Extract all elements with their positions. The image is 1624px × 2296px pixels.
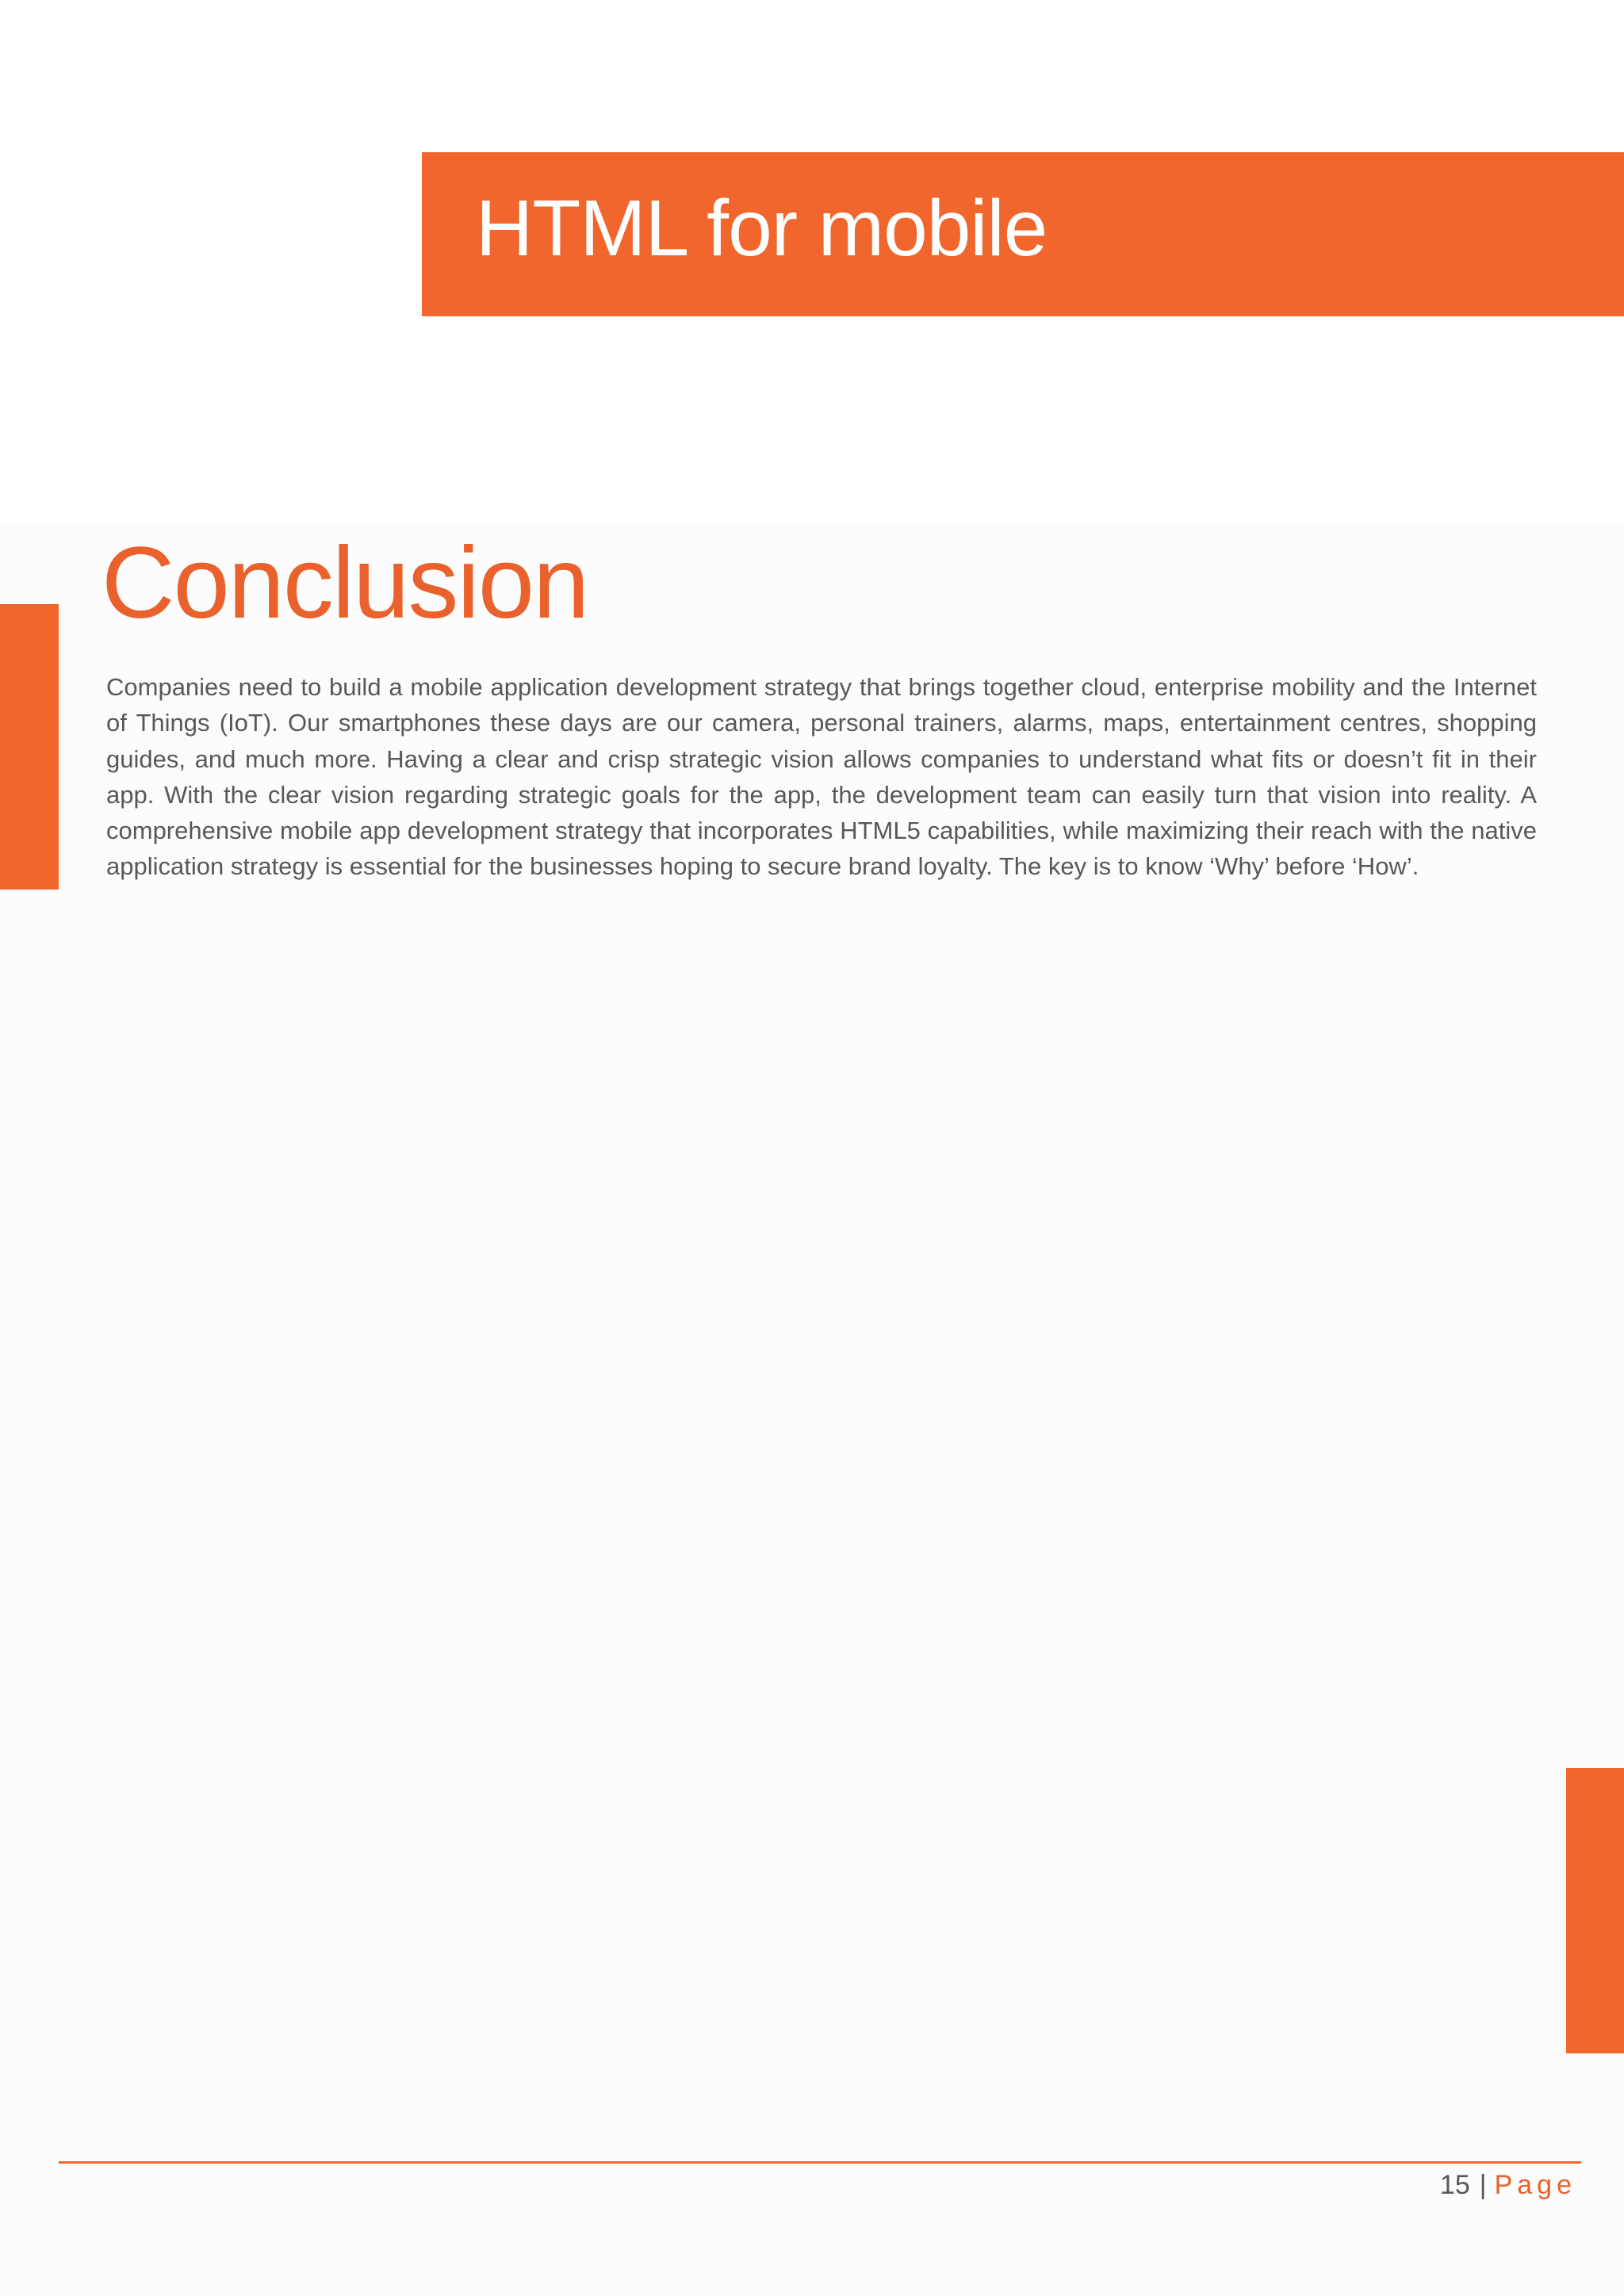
page-number: 15 — [1439, 2170, 1470, 2200]
section-heading: Conclusion — [102, 526, 588, 640]
header-banner — [422, 152, 1624, 316]
document-title: HTML for mobile — [476, 184, 1048, 273]
section-body-paragraph: Companies need to build a mobile application development strategy that brings together cloud, enterprise mobility and the Internet of Things (IoT). Our smartphones these days are our camera, personal trainers, alarms, maps, entertainment centres, shopping guides, and much more. Having a clear and crisp strategic vision allows companies to understand what fits or doesn’t fit in their app. With the clear vision regarding strategic goals for the app, the development team can easily turn that vision into reality. A comprehensive mobile app development strategy that incorporates HTML5 capabilities, while maximizing their reach with the native application strategy is essential for the businesses hoping to secure brand loyalty. The key is to know ‘Why’ before ‘How’. — [106, 673, 1537, 881]
right-accent-bar — [1566, 1768, 1624, 2053]
page-separator: | — [1479, 2170, 1487, 2200]
page-number-footer — [1440, 2169, 1576, 2201]
page-label: Page — [1494, 2170, 1576, 2200]
footer-divider — [59, 2161, 1581, 2164]
left-accent-bar — [0, 604, 59, 890]
